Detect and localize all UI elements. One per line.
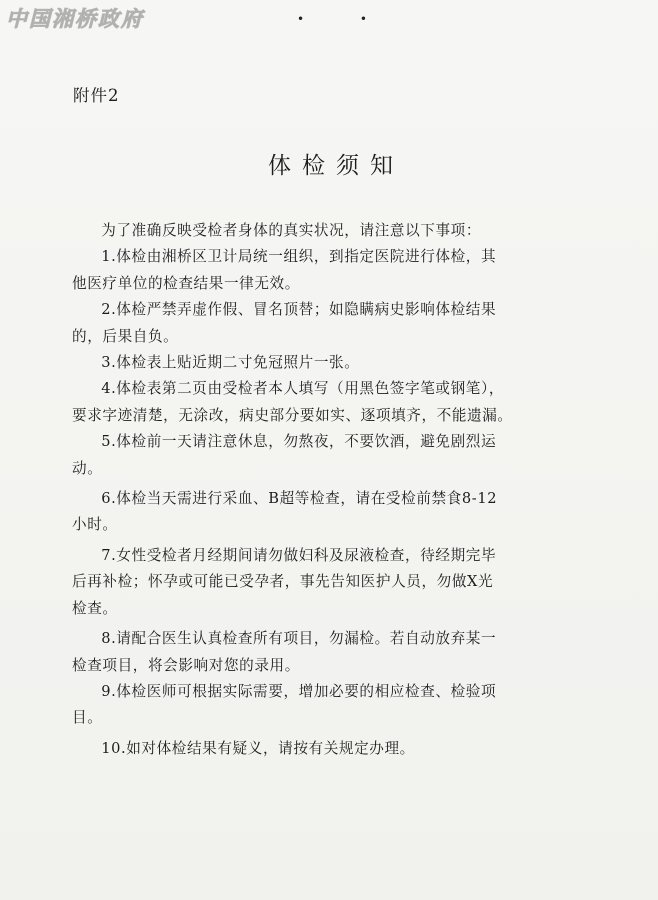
- notice-item-line: 7.女性受检者月经期间请勿做妇科及尿液检查，待经期完毕: [101, 546, 497, 564]
- document-body: [72, 218, 592, 762]
- notice-item-line: 目。: [72, 709, 103, 727]
- notice-item-line: 6.体检当天需进行采血、B超等检查，请在受检前禁食8-12: [101, 490, 498, 508]
- notice-item-line: 小时。: [72, 516, 118, 534]
- notice-item-4: [72, 376, 592, 429]
- notice-item-10: [72, 736, 592, 762]
- notice-item-line: 后再补检；怀孕或可能已受孕者，事先告知医护人员，勿做X光: [72, 573, 494, 591]
- intro-paragraph: 为了准确反映受检者身体的真实状况，请注意以下事项：: [101, 222, 482, 239]
- notice-item-line: 动。: [72, 459, 103, 477]
- notice-item-line: 的，后果自负。: [72, 327, 179, 345]
- notice-item-line: 1.体检由湘桥区卫计局统一组织，到指定医院进行体检，其: [101, 248, 497, 266]
- attachment-label: 附件2: [73, 86, 120, 105]
- notice-item-2: [72, 297, 592, 350]
- notice-item-line: 要求字迹清楚，无涂改，病史部分要如实、逐项填齐，不能遗漏。: [72, 406, 513, 424]
- document-title: 体检须知: [268, 153, 404, 179]
- notice-item-8: [72, 626, 592, 679]
- notice-item-line: 4.体检表第二页由受检者本人填写（用黑色签字笔或钢笔），: [101, 380, 505, 398]
- notice-item-7: [72, 543, 592, 622]
- notice-item-5: [72, 429, 592, 482]
- notice-item-line: 检查项目，将会影响对您的录用。: [72, 656, 300, 674]
- notice-item-9: [72, 679, 592, 732]
- notice-item-3: [72, 350, 592, 376]
- notice-item-line: 3.体检表上贴近期二寸免冠照片一张。: [101, 354, 360, 372]
- notice-item-1: [72, 244, 592, 297]
- notice-item-line: 8.请配合医生认真检查所有项目，勿漏检。若自动放弃某一: [101, 630, 497, 648]
- site-watermark: 中国湘桥政府: [6, 7, 144, 31]
- notice-item-line: 9.体检医师可根据实际需要，增加必要的相应检查、检验项: [101, 682, 497, 700]
- notice-item-line: 2.体检严禁弄虚作假、冒名顶替；如隐瞒病史影响体检结果: [101, 301, 497, 319]
- notice-item-line: 他医疗单位的检查结果一律无效。: [72, 274, 300, 292]
- notice-item-6: [72, 486, 592, 539]
- notice-item-line: 检查。: [72, 599, 118, 617]
- notice-item-line: 5.体检前一天请注意休息，勿熬夜，不要饮酒，避免剧烈运: [101, 433, 497, 451]
- header-marks: • •: [297, 12, 393, 26]
- notice-item-line: 10.如对体检结果有疑义，请按有关规定办理。: [101, 739, 415, 757]
